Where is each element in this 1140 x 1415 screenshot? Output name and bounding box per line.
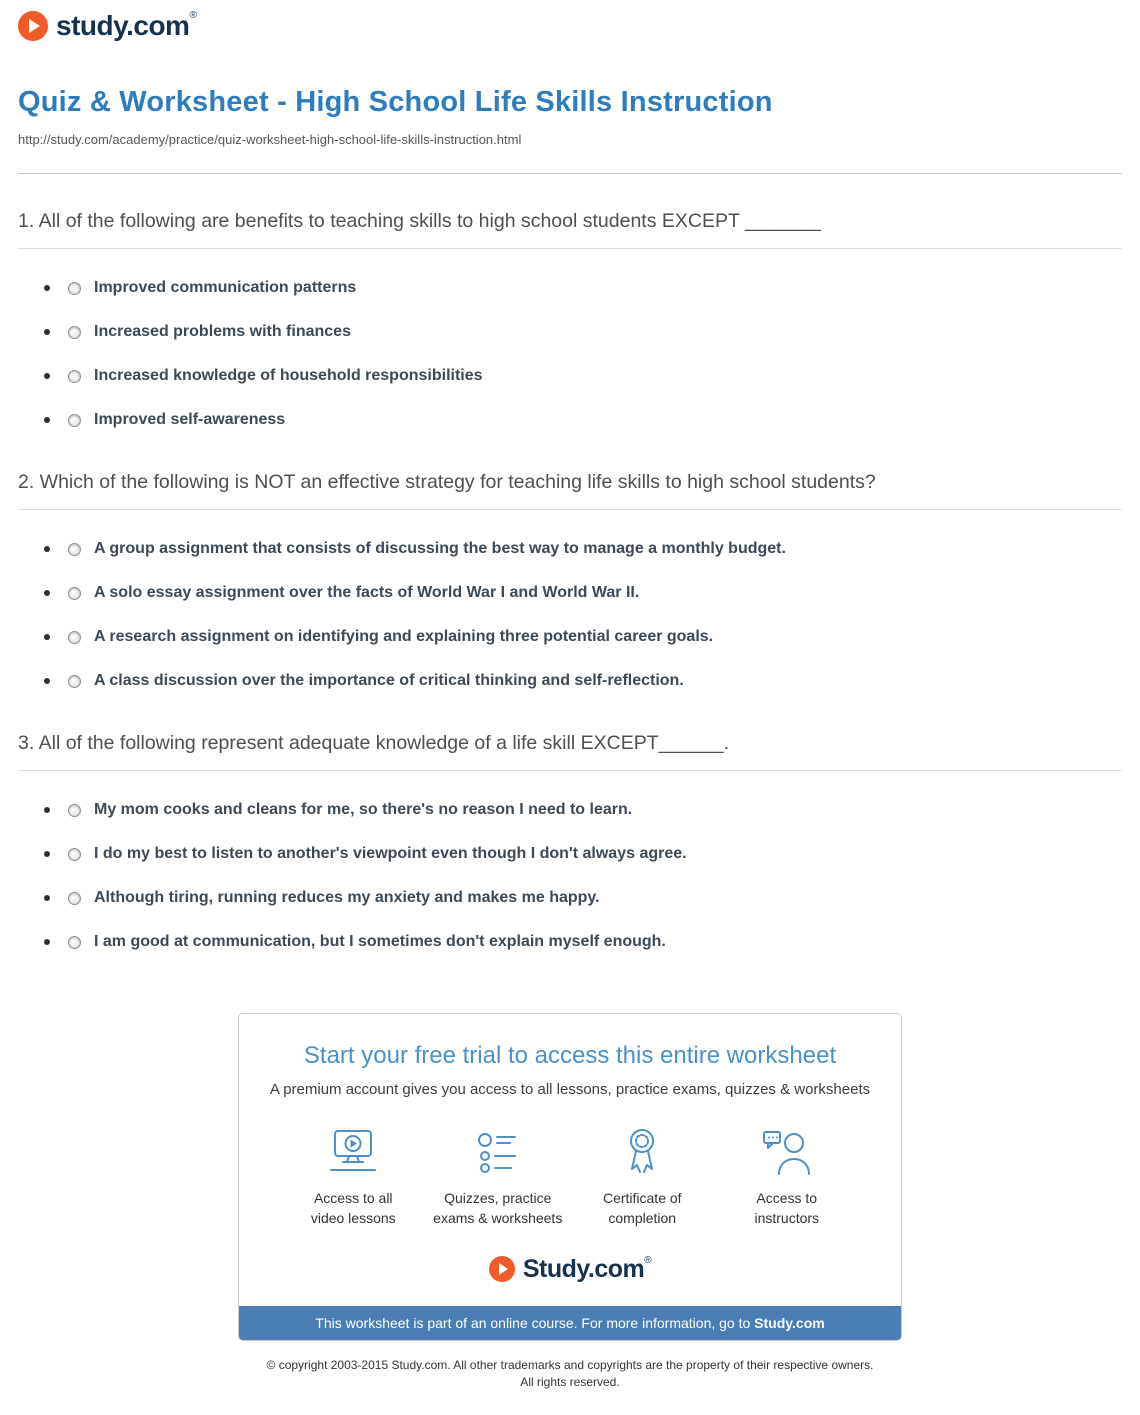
answer-option[interactable]: [44, 279, 1122, 297]
feature-label: Quizzes, practice exams & worksheets: [433, 1190, 563, 1227]
radio-button[interactable]: [68, 370, 81, 383]
answer-option[interactable]: [44, 584, 1122, 602]
bullet-icon: [44, 373, 50, 379]
answer-option[interactable]: [44, 889, 1122, 907]
feature-quizzes: [426, 1126, 571, 1229]
page-title: Quiz & Worksheet - High School Life Skills Instruction: [18, 86, 773, 118]
radio-button[interactable]: [68, 282, 81, 295]
option-label: My mom cooks and cleans for me, so there's no reason I need to learn.: [94, 801, 633, 818]
bullet-icon: [44, 807, 50, 813]
option-label: A solo essay assignment over the facts of World War I and World War II.: [94, 584, 640, 601]
radio-button[interactable]: [68, 804, 81, 817]
copyright-footer: © copyright 2003-2015 Study.com. All other trademarks and copyrights are the property of their respective owners. All rights reserved.: [266, 1357, 874, 1389]
question-1: [18, 210, 1122, 429]
studycom-logo-card: [263, 1255, 877, 1284]
bullet-icon: [44, 546, 50, 552]
radio-button[interactable]: [68, 587, 81, 600]
studycom-logo[interactable]: [18, 0, 1122, 42]
trial-card-subtitle: A premium account gives you access to all lessons, practice exams, quizzes & worksheets: [269, 1081, 871, 1098]
studycom-logo-text: Study.com®: [522, 1254, 652, 1283]
answer-options: [44, 279, 1122, 429]
bullet-icon: [44, 939, 50, 945]
question-text: 2. Which of the following is NOT an effective strategy for teaching life skills to high school students?: [18, 471, 1122, 510]
radio-button[interactable]: [68, 675, 81, 688]
answer-option[interactable]: [44, 323, 1122, 341]
video-lessons-icon: [281, 1126, 426, 1176]
bullet-icon: [44, 417, 50, 423]
radio-button[interactable]: [68, 848, 81, 861]
answer-option[interactable]: [44, 540, 1122, 558]
option-label: Increased knowledge of household responsibilities: [94, 367, 483, 384]
header-divider: [18, 173, 1122, 174]
radio-button[interactable]: [68, 936, 81, 949]
quizzes-worksheets-icon: [426, 1126, 571, 1176]
feature-list: [263, 1126, 877, 1229]
option-label: Increased problems with finances: [94, 323, 351, 340]
answer-options: [44, 540, 1122, 690]
studycom-logo-text: study.com®: [56, 10, 197, 41]
answer-option[interactable]: [44, 367, 1122, 385]
bullet-icon: [44, 851, 50, 857]
option-label: A group assignment that consists of discussing the best way to manage a monthly budget.: [94, 540, 786, 557]
bullet-icon: [44, 590, 50, 596]
feature-label: Access to instructors: [754, 1190, 820, 1227]
registered-mark: ®: [644, 1254, 652, 1266]
option-label: Improved communication patterns: [94, 279, 357, 296]
registered-mark: ®: [189, 10, 197, 21]
answer-option[interactable]: [44, 411, 1122, 429]
answer-option[interactable]: [44, 801, 1122, 819]
feature-label: Certificate of completion: [602, 1190, 682, 1227]
bullet-icon: [44, 634, 50, 640]
answer-options: [44, 801, 1122, 951]
trial-card-title: Start your free trial to access this entire worksheet: [303, 1042, 837, 1069]
studycom-link-text: Study.com: [754, 1314, 825, 1331]
feature-video-lessons: [281, 1126, 426, 1229]
radio-button[interactable]: [68, 326, 81, 339]
feature-instructors: [715, 1126, 860, 1229]
answer-option[interactable]: [44, 672, 1122, 690]
feature-label: Access to all video lessons: [310, 1190, 396, 1227]
answer-option[interactable]: [44, 933, 1122, 951]
question-2: [18, 471, 1122, 690]
bullet-icon: [44, 895, 50, 901]
free-trial-card: [238, 1013, 902, 1341]
play-circle-icon: [18, 11, 48, 41]
radio-button[interactable]: [68, 543, 81, 556]
answer-option[interactable]: [44, 628, 1122, 646]
option-label: Improved self-awareness: [94, 411, 286, 428]
bullet-icon: [44, 285, 50, 291]
option-label: I do my best to listen to another's viewpoint even though I don't always agree.: [94, 845, 687, 862]
bullet-icon: [44, 329, 50, 335]
option-label: A research assignment on identifying and explaining three potential career goals.: [94, 628, 714, 645]
play-circle-icon: [489, 1256, 515, 1282]
option-label: Although tiring, running reduces my anxiety and makes me happy.: [94, 889, 600, 906]
radio-button[interactable]: [68, 892, 81, 905]
feature-certificate: [570, 1126, 715, 1229]
radio-button[interactable]: [68, 631, 81, 644]
question-text: 1. All of the following are benefits to teaching skills to high school students EXCEPT _______: [18, 210, 1122, 249]
bullet-icon: [44, 678, 50, 684]
option-label: A class discussion over the importance of critical thinking and self-reflection.: [94, 672, 684, 689]
radio-button[interactable]: [68, 414, 81, 427]
question-3: [18, 732, 1122, 951]
answer-option[interactable]: [44, 845, 1122, 863]
instructors-icon: [715, 1126, 860, 1176]
course-info-bar: This worksheet is part of an online course. For more information, go to Study.com: [239, 1306, 901, 1340]
source-url: http://study.com/academy/practice/quiz-worksheet-high-school-life-skills-instruction.html: [18, 132, 522, 147]
certificate-icon: [570, 1126, 715, 1176]
question-text: 3. All of the following represent adequate knowledge of a life skill EXCEPT______.: [18, 732, 1122, 771]
option-label: I am good at communication, but I sometimes don't explain myself enough.: [94, 933, 666, 950]
